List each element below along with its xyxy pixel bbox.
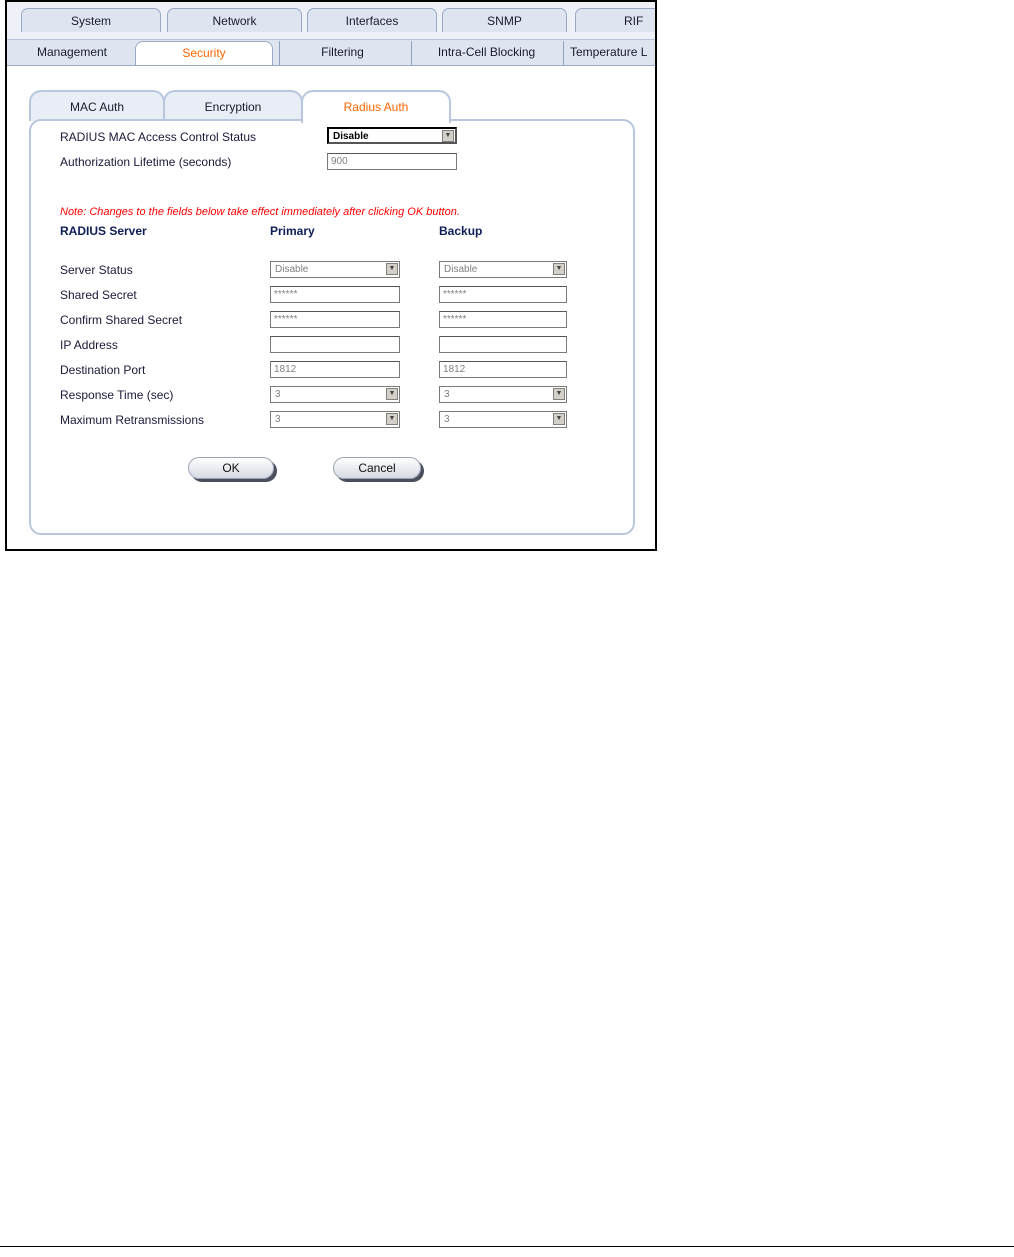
chevron-down-icon: ▼ [442,130,454,142]
main-tab-bar [7,2,655,39]
tab-mac-auth[interactable] [29,90,165,121]
sub-tab-bar [7,39,655,66]
ok-button[interactable]: OK [188,457,274,479]
tab-security[interactable] [135,41,273,66]
tab-rip[interactable] [575,8,655,32]
tab-interfaces[interactable] [307,8,437,32]
primary-max-retransmissions-select[interactable] [270,411,400,428]
select-value: 3 [275,414,281,425]
chevron-down-icon: ▼ [386,263,398,275]
chevron-down-icon: ▼ [553,413,565,425]
tab-label: Filtering [321,45,364,59]
shared-secret-label: Shared Secret [60,288,137,302]
primary-server-status-select[interactable] [270,261,400,278]
tab-management[interactable] [13,41,131,65]
backup-confirm-secret-input[interactable]: ****** [439,311,567,328]
tab-filtering[interactable] [279,41,405,65]
tab-label: Security [182,46,226,60]
backup-header: Backup [439,224,483,238]
page-footer-rule [0,1246,1014,1247]
mac-access-select[interactable] [327,127,457,144]
chevron-down-icon: ▼ [553,263,565,275]
lifetime-label: Authorization Lifetime (seconds) [60,155,232,169]
tab-radius-auth[interactable] [301,90,451,123]
chevron-down-icon: ▼ [386,413,398,425]
tab-label: Radius Auth [343,100,409,114]
lifetime-input[interactable]: 900 [327,153,457,170]
response-time-label: Response Time (sec) [60,388,174,402]
tab-label: Management [36,45,108,59]
server-status-label: Server Status [60,263,133,277]
ip-address-label: IP Address [60,338,118,352]
tab-label: Network [212,14,257,28]
screenshot-frame [5,0,657,551]
mac-access-value: Disable [333,131,369,142]
chevron-down-icon: ▼ [553,388,565,400]
tab-label: Interfaces [345,14,399,28]
primary-confirm-secret-input[interactable]: ****** [270,311,400,328]
chevron-down-icon: ▼ [386,388,398,400]
primary-destination-port-input[interactable]: 1812 [270,361,400,378]
tab-bar-divider [7,65,655,66]
select-value: 3 [444,414,450,425]
tab-label: System [70,14,111,28]
primary-header: Primary [270,224,315,238]
tab-label: Intra-Cell Blocking [437,45,536,59]
primary-response-time-select[interactable] [270,386,400,403]
backup-max-retransmissions-select[interactable] [439,411,567,428]
tab-temperature[interactable] [563,41,655,65]
tab-label: MAC Auth [69,100,125,114]
note-text: Note: Changes to the fields below take effect immediately after clicking OK button. [60,206,460,218]
backup-destination-port-input[interactable]: 1812 [439,361,567,378]
destination-port-label: Destination Port [60,363,146,377]
select-value: Disable [275,264,309,275]
backup-server-status-select[interactable] [439,261,567,278]
mac-access-label: RADIUS MAC Access Control Status [60,130,257,144]
tab-network[interactable] [167,8,302,32]
select-value: 3 [275,389,281,400]
tab-encryption[interactable] [163,90,303,121]
backup-response-time-select[interactable] [439,386,567,403]
tab-snmp[interactable] [442,8,567,32]
tab-label: Temperature L [570,45,648,59]
tab-label: Encryption [204,100,262,114]
max-retransmissions-label: Maximum Retransmissions [60,413,205,427]
radius-server-header: RADIUS Server [60,224,147,238]
select-value: Disable [444,264,478,275]
tab-system[interactable] [21,8,161,32]
tab-intra-cell-blocking[interactable] [411,41,561,65]
primary-shared-secret-input[interactable]: ****** [270,286,400,303]
backup-shared-secret-input[interactable]: ****** [439,286,567,303]
tab-label: SNMP [487,14,522,28]
tab-label: RIF [624,14,644,28]
confirm-shared-secret-label: Confirm Shared Secret [60,313,183,327]
primary-ip-address-input[interactable] [270,336,400,353]
backup-ip-address-input[interactable] [439,336,567,353]
cancel-button[interactable]: Cancel [333,457,421,479]
select-value: 3 [444,389,450,400]
